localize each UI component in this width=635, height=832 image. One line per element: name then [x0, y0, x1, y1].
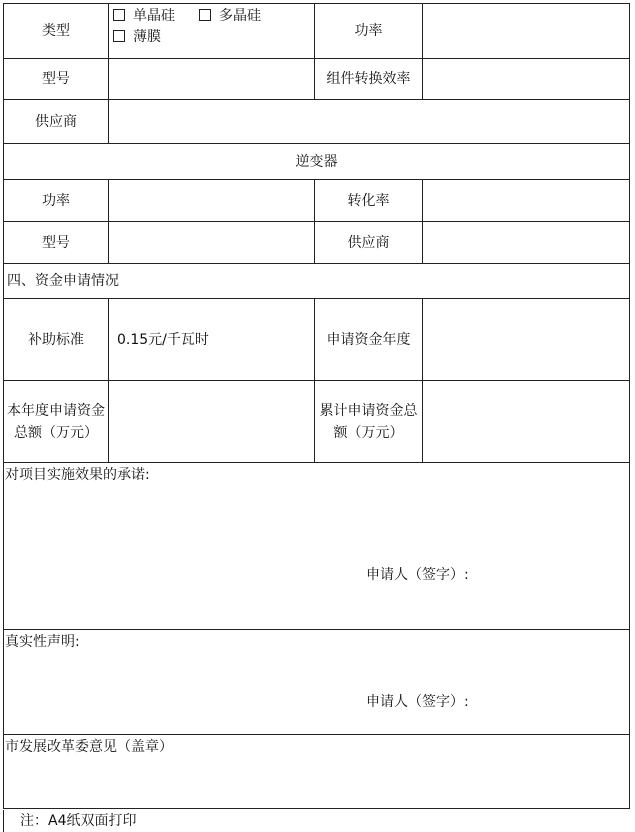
panel-model-field[interactable] [109, 59, 315, 100]
truth-label: 真实性声明: [5, 634, 80, 650]
subsidy-row [4, 299, 630, 381]
panel-supplier-row [4, 100, 630, 144]
funding-year-label: 申请资金年度 [315, 299, 423, 381]
truth-field[interactable] [4, 630, 630, 735]
funding-total-row [4, 381, 630, 463]
commitment-row [4, 463, 630, 630]
annual-total-field[interactable] [109, 381, 315, 463]
option-label: 薄膜 [133, 29, 161, 45]
footer-note: 注：A4纸双面打印 [3, 810, 629, 832]
option-polycrystalline[interactable] [199, 6, 261, 27]
checkbox-icon[interactable] [113, 9, 125, 21]
commitment-label: 对项目实施效果的承诺: [5, 467, 150, 483]
panel-model-label: 型号 [4, 59, 109, 100]
inverter-supplier-label: 供应商 [315, 222, 423, 264]
opinion-row [4, 735, 630, 809]
annual-total-label: 本年度申请资金总额（万元） [4, 381, 109, 463]
cumulative-total-field[interactable] [423, 381, 630, 463]
checkbox-icon[interactable] [199, 9, 211, 21]
panel-power-label: 功率 [315, 4, 423, 59]
inverter-section-row [4, 144, 630, 180]
conversion-field[interactable] [423, 180, 630, 222]
truth-signature-label: 申请人（签字）: [366, 694, 469, 710]
option-thin-film[interactable] [113, 27, 161, 48]
inverter-model-field[interactable] [109, 222, 315, 264]
inverter-power-field[interactable] [109, 180, 315, 222]
option-monocrystalline[interactable] [113, 6, 175, 27]
panel-type-options [109, 4, 315, 59]
cumulative-total-label: 累计申请资金总额（万元） [315, 381, 423, 463]
checkbox-icon[interactable] [113, 30, 125, 42]
application-form-table [3, 3, 630, 809]
panel-supplier-label: 供应商 [4, 100, 109, 144]
opinion-field[interactable] [4, 735, 630, 809]
funding-section-row [4, 264, 630, 299]
funding-year-field[interactable] [423, 299, 630, 381]
inverter-section-title: 逆变器 [4, 144, 630, 180]
conversion-label: 转化率 [315, 180, 423, 222]
subsidy-standard-value: 0.15元/千瓦时 [109, 299, 315, 381]
subsidy-standard-label: 补助标准 [4, 299, 109, 381]
panel-model-row [4, 59, 630, 100]
efficiency-field[interactable] [423, 59, 630, 100]
type-label: 类型 [4, 4, 109, 59]
inverter-power-label: 功率 [4, 180, 109, 222]
panel-power-field[interactable] [423, 4, 630, 59]
inverter-model-row [4, 222, 630, 264]
option-label: 单晶硅 [133, 8, 175, 24]
opinion-label: 市发展改革委意见（盖章） [5, 739, 173, 755]
panel-supplier-field[interactable] [109, 100, 630, 144]
inverter-power-row [4, 180, 630, 222]
commitment-signature-label: 申请人（签字）: [366, 567, 469, 583]
truth-row [4, 630, 630, 735]
inverter-model-label: 型号 [4, 222, 109, 264]
option-label: 多晶硅 [219, 8, 261, 24]
funding-section-title: 四、资金申请情况 [4, 264, 630, 299]
efficiency-label: 组件转换效率 [315, 59, 423, 100]
commitment-field[interactable] [4, 463, 630, 630]
panel-type-row [4, 4, 630, 59]
inverter-supplier-field[interactable] [423, 222, 630, 264]
